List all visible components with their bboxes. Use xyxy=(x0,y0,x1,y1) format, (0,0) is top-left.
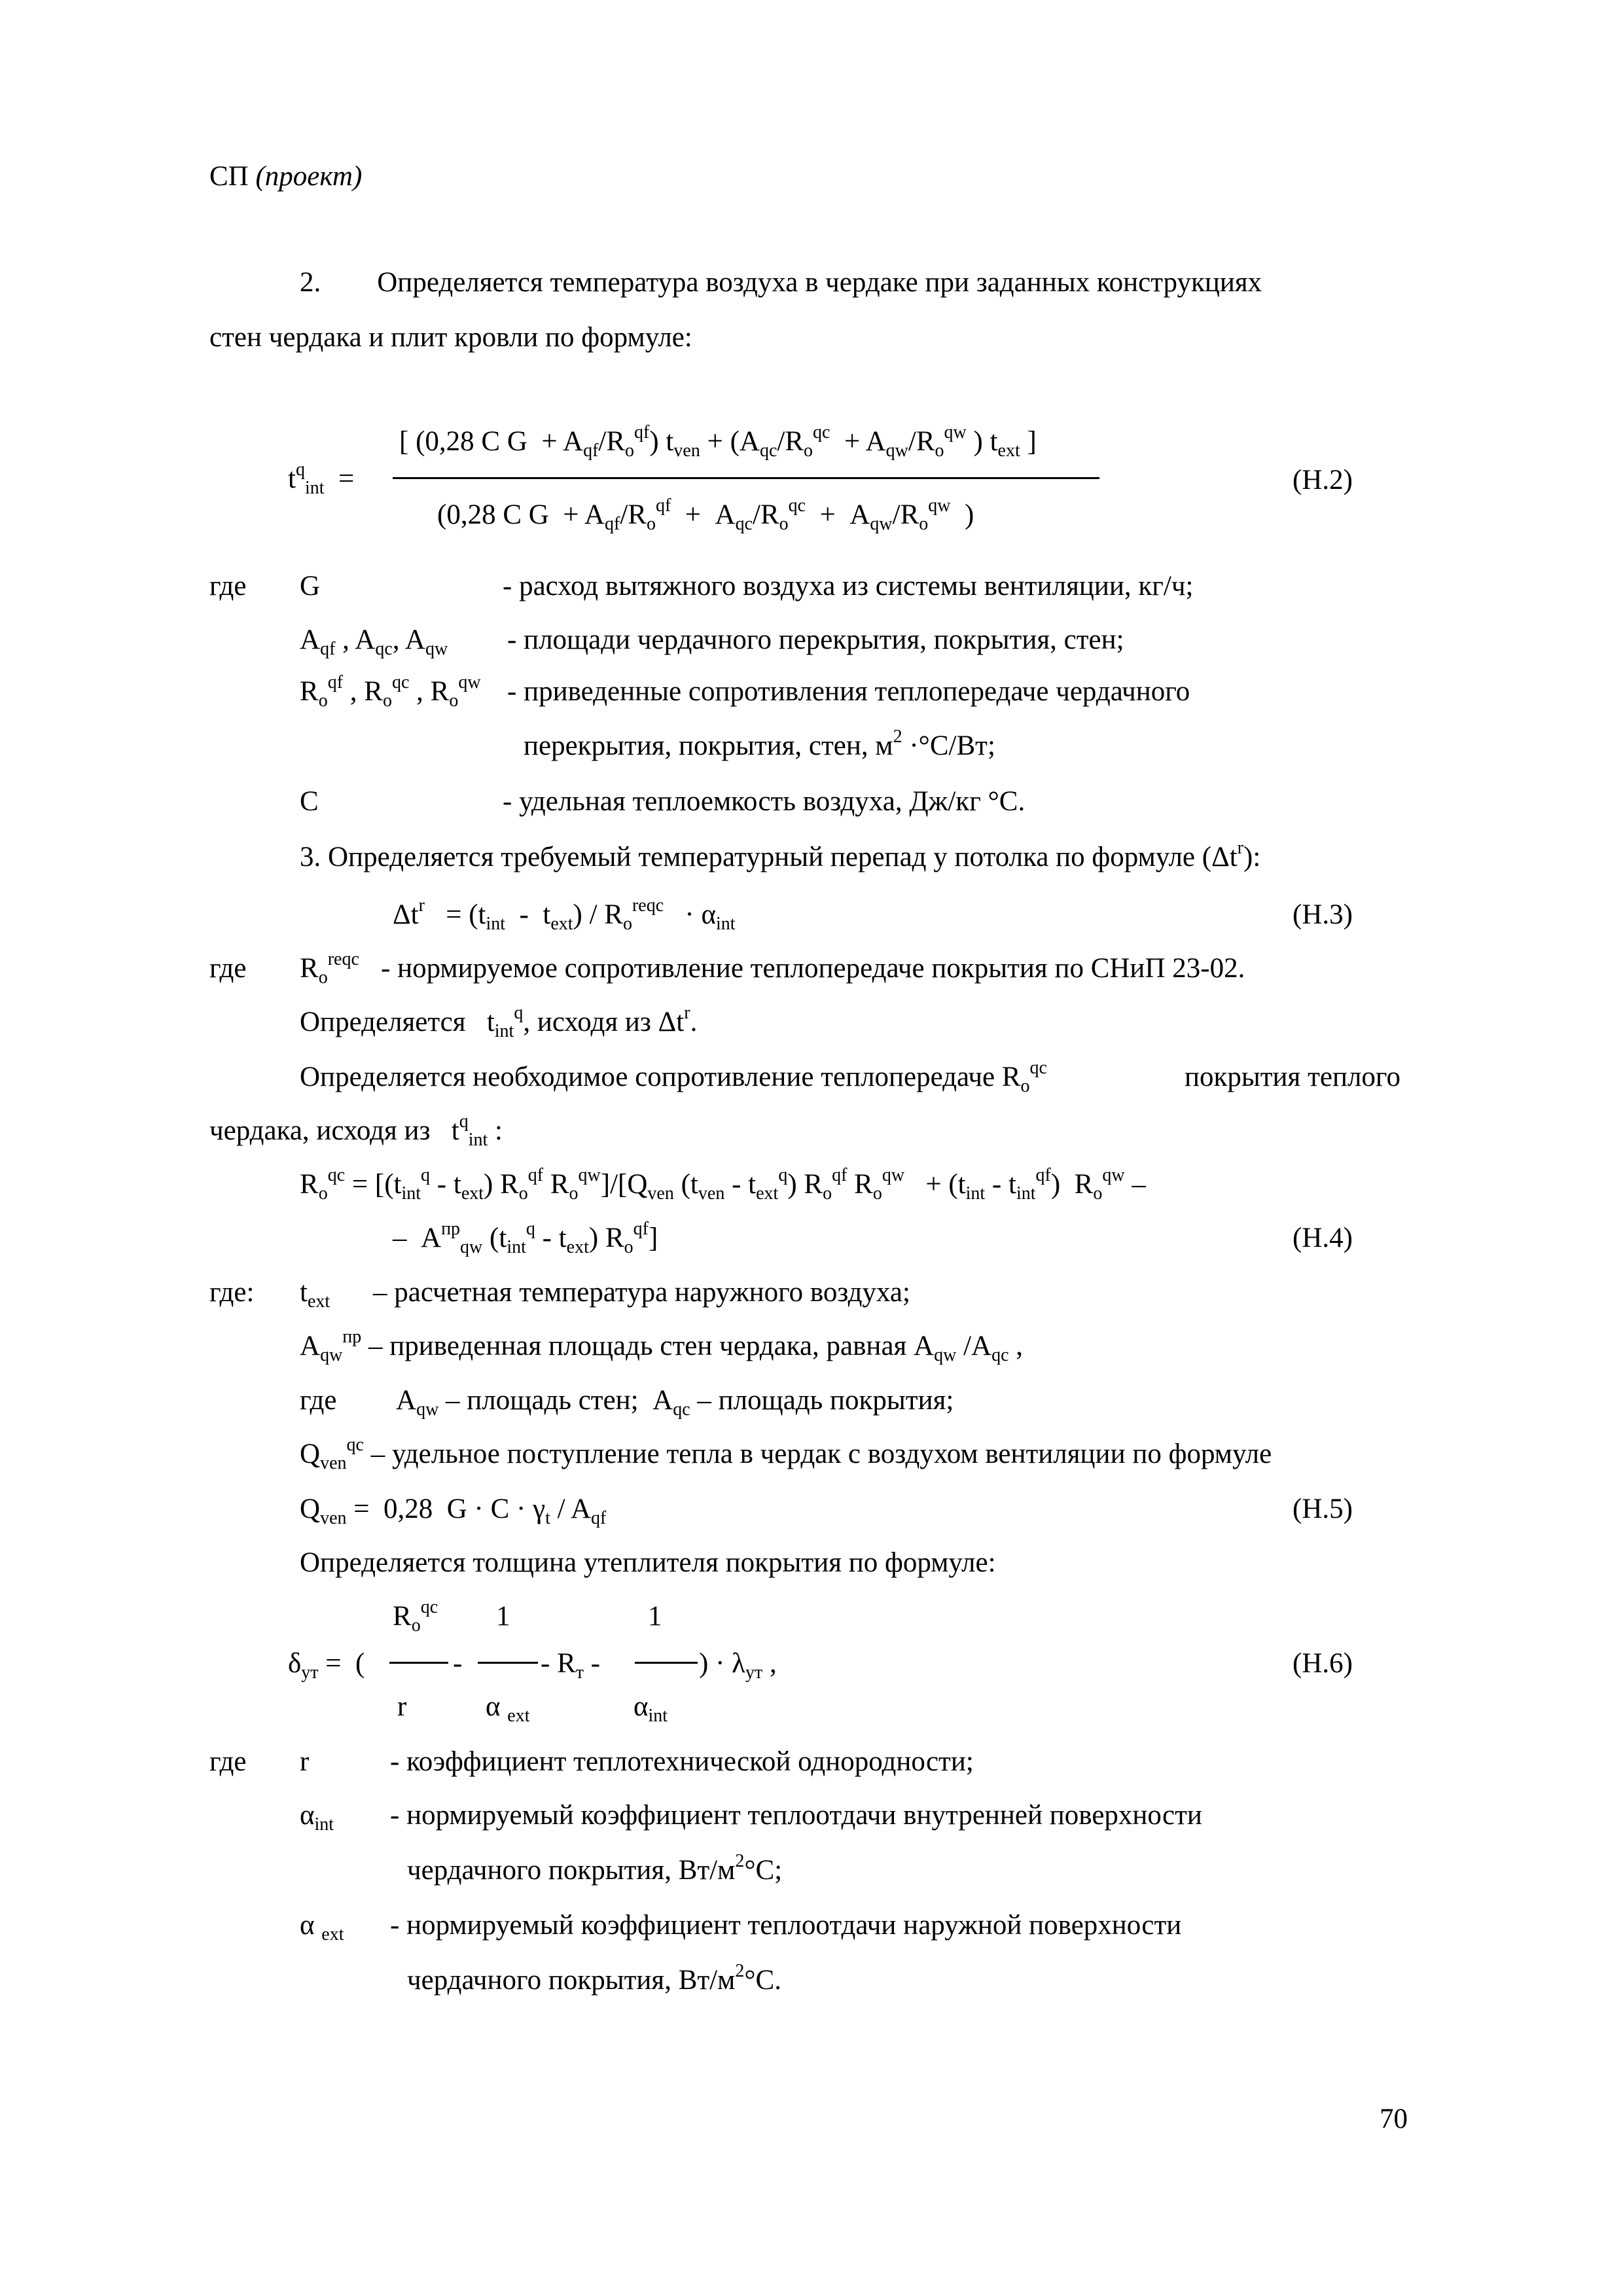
formula-h6-end: ) · $\lambda_{ут}$ , xyxy=(699,1648,777,1683)
legend3-symbol: $R_o^{reqc}$ xyxy=(300,949,359,988)
formula-h6-main: $\delta_{ут}$ = ( xyxy=(288,1648,365,1683)
para3-text: 3. Определяется требуемый температурный перепад у потолка по формуле $(\Delta t^r)$: xyxy=(300,838,1261,872)
legend2-g-desc: - расход вытяжного воздуха из системы вентиляции, кг/ч; xyxy=(503,571,1194,601)
page-number: 70 xyxy=(1380,2104,1408,2134)
formula-h4-label: (Н.4) xyxy=(1293,1223,1353,1253)
para4-line2: чердака, исходя из $t^q_{int}$ : xyxy=(209,1111,503,1150)
page-header xyxy=(209,162,362,190)
formula-h2-lhs: $t^q_{int}$ = xyxy=(288,459,355,498)
legend2-a-symbols: $A_{qf}$ , $A_{qc}$, $A_{qw}$ xyxy=(300,624,448,659)
formula-h6-den2: α $_{ext}$ xyxy=(486,1691,530,1726)
legend2-c-symbol: C xyxy=(300,786,319,817)
legend4-text-desc: – расчетная температура наружного воздуха; xyxy=(373,1277,910,1308)
para4-line1: Определяется необходимое сопротивление теплопередаче $R_o^{qc}$ покрытия теплого xyxy=(300,1058,1400,1096)
formula-h5-label: (Н.5) xyxy=(1293,1494,1353,1524)
formula-h6-bar1 xyxy=(389,1662,448,1664)
formula-h2-denominator: (0,28 C $G + A_{qf}/R_o^{qf} + A_{qc}/R_o^{qc} + A_{qw}/R_o^{qw}$ ) xyxy=(437,495,974,534)
formula-h2-numerator: [ (0,28 C $G + A_{qf}/R_o^{qf}$) $t_{ven} + (A_{qc}/R_o^{qc} + A_{qw}/R_o^{qw}$ ) $t_{ext}$ ] xyxy=(399,422,1037,461)
formula-h4-line1: $R_o^{qc} = [(t_{int}^q - t_{ext})$ $R_o^{qf}$ $R_o^{qw}]/[Q_{ven}$ $(t_{ven} - t_{ext}^q)$ $R_o^{qf}$ $R_o^{qw} + (t_{int} - t_{int}^{qf})$ $R_o^{qw}$ – xyxy=(300,1165,1146,1204)
legend6-aint-desc1: - нормируемый коэффициент теплоотдачи внутренней поверхности xyxy=(390,1800,1202,1831)
formula-h6-den1: r xyxy=(397,1691,407,1722)
legend2-r-symbols: $R_o^{qf}$ , $R_o^{qc}$ , $R_o^{qw}$ xyxy=(300,672,481,711)
legend6-aint-symbol: $\alpha_{int}$ xyxy=(300,1800,334,1835)
legend2-r-desc1: - приведенные сопротивления теплопередаче чердачного xyxy=(507,676,1190,707)
formula-h3-label: (Н.3) xyxy=(1293,899,1353,930)
formula-h2-label: (Н.2) xyxy=(1293,465,1353,495)
legend6-aint-desc2: чердачного покрытия, $Вт/м^2^\circ С$; xyxy=(407,1851,783,1886)
legend3-where: где xyxy=(209,953,247,984)
formula-h6-rt: - $R_т$ - xyxy=(541,1648,601,1683)
formula-h6-num1: $R_o^{qc}$ xyxy=(393,1597,438,1636)
legend4-qven-line: $Q_{ven}^{qc}$ – удельное поступление тепла в чердак с воздухом вентиляции по формуле xyxy=(300,1435,1272,1473)
legend3-desc: - нормируемое сопротивление теплопередаче покрытия по СНиП 23-02. xyxy=(381,953,1245,984)
legend2-a-desc: - площади чердачного перекрытия, покрытия, стен; xyxy=(507,624,1124,655)
header-code: СП xyxy=(209,161,249,192)
formula-h3: $\Delta t^r = (t_{int} - t_{ext}) / R_o^{reqc} \cdot \alpha_{int}$ xyxy=(393,895,736,934)
formula-h6-num3: 1 xyxy=(648,1601,662,1632)
legend4-where: где: xyxy=(209,1277,255,1308)
legend6-aext-desc1: - нормируемый коэффициент теплоотдачи наружной поверхности xyxy=(390,1910,1182,1941)
formula-h6-bar2 xyxy=(478,1662,538,1664)
formula-h2-fraction-bar xyxy=(393,477,1099,479)
legend2-r-desc2: перекрытия, покрытия, стен, $м^2 \cdot^\circ С/Вт$; xyxy=(524,726,995,761)
legend4-text-symbol: $t_{ext}$ xyxy=(300,1277,330,1312)
legend2-c-desc: - удельная теплоемкость воздуха, Дж/кг °С. xyxy=(503,786,1026,817)
formula-h6-label: (Н.6) xyxy=(1293,1648,1353,1679)
para2-line1: 2. Определяется температура воздуха в чердаке при заданных конструкциях xyxy=(300,267,1262,298)
formula-h6-num2: 1 xyxy=(496,1601,510,1632)
formula-h6-bar3 xyxy=(635,1662,698,1664)
legend2-where: где xyxy=(209,571,247,601)
legend6-aext-desc2: чердачного покрытия, $Вт/м^2^\circ С$. xyxy=(407,1961,781,1996)
legend4-areas: $A_{qw}$ – площадь стен; $A_{qc}$ – площадь покрытия; xyxy=(396,1385,954,1420)
legend6-r-symbol: r xyxy=(300,1746,310,1777)
legend2-g-symbol: G xyxy=(300,571,321,601)
formula-h6-minus1: - xyxy=(453,1648,463,1679)
legend6-where: где xyxy=(209,1746,247,1777)
formula-h4-line2: – $A^{пр}_{qw}$ $(t_{int}^q - t_{ext})$ $R_o^{qf}$] xyxy=(393,1219,658,1257)
formula-h5: $Q_{ven} = 0,28$ $G \cdot C \cdot \gamma_t / A_{qf}$ xyxy=(300,1494,607,1528)
para2-line2: стен чердака и плит кровли по формуле: xyxy=(209,322,692,353)
legend4-aqw-line: $A_{qw}^{пр}$ – приведенная площадь стен чердака, равная $A_{qw}$ $/A_{qc}$ , xyxy=(300,1327,1024,1365)
legend6-r-desc: - коэффициент теплотехнической однородности; xyxy=(390,1746,974,1777)
legend3-determine: Определяется $t_{int}^q$, исходя из $\Delta t^r$. xyxy=(300,1003,698,1041)
legend4-where2: где xyxy=(300,1385,337,1416)
para6-text: Определяется толщина утеплителя покрытия по формуле: xyxy=(300,1547,996,1578)
formula-h6-den3: $\alpha_{int}$ xyxy=(633,1691,668,1726)
legend6-aext-symbol: α $_{ext}$ xyxy=(300,1910,344,1945)
header-note: (проект) xyxy=(255,161,363,192)
